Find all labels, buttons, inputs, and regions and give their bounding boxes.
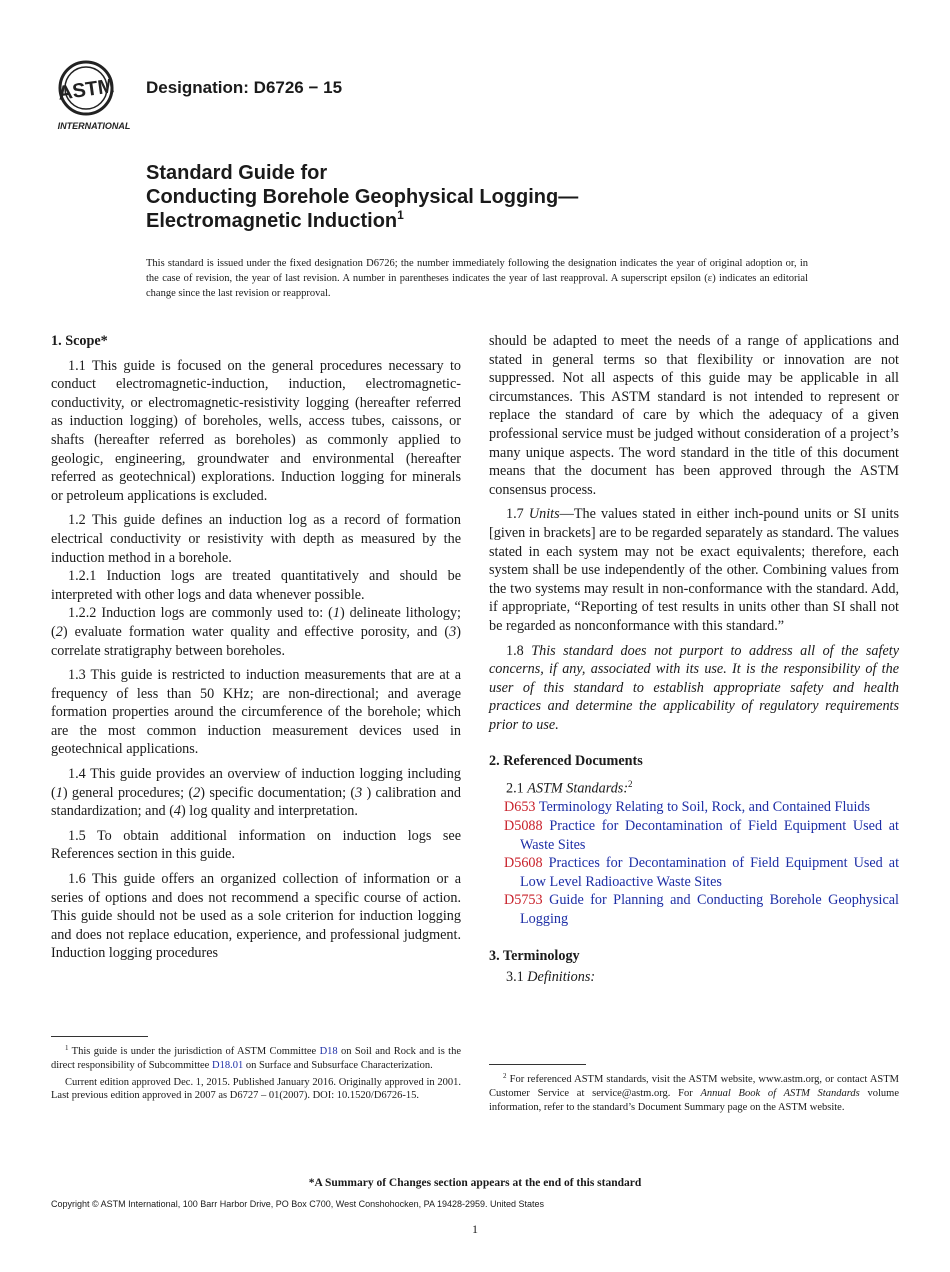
para-1-2-2-text-a: 1.2.2 Induction logs are commonly used to: ( (68, 605, 333, 622)
enum-4: 4 (173, 803, 182, 820)
title-line-2: Conducting Borehole Geophysical Logging— (146, 186, 579, 208)
reference-item[interactable] (489, 854, 899, 891)
para-1-4-text-b: ) general procedures; ( (62, 784, 194, 801)
para-1-4-text-d: ) calibration and standardization; and ( (51, 784, 462, 820)
reference-code-link[interactable]: D5088 (504, 817, 543, 834)
committee-link[interactable]: D18 (319, 1046, 338, 1057)
left-column (51, 332, 461, 963)
para-1-2-2-text-b: ) delineate lithology; ( (51, 605, 461, 640)
section-2-heading: 2. Referenced Documents (489, 753, 643, 770)
para-1-8-text: This standard does not purport to address all of the safety concerns, if any, associated with its use. It is the responsibility of the user of this standard to establish appropriate safety and health practices and determine the applicability of regulatory requirements prior to use. (489, 642, 899, 733)
reference-item[interactable] (489, 891, 899, 928)
subcommittee-link[interactable]: D18.01 (211, 1059, 244, 1071)
footnote-1 (51, 1045, 461, 1103)
para-1-4-text-a: 1.4 This guide provides an overview of induction logging including ( (51, 766, 461, 801)
para-1-4 (51, 765, 461, 821)
footnote-2-text-a: For referenced ASTM standards, visit the ASTM website, www.astm.org, or contact ASTM Customer Service at service@astm.org. For (489, 1074, 899, 1099)
footnote-1-mark: 1 (65, 1044, 69, 1052)
enum-1: 1 (332, 605, 340, 622)
para-3-1-number: 3.1 (506, 969, 528, 986)
para-2-1-number: 2.1 (506, 780, 528, 797)
para-1-7-text: —The values stated in either inch-pound units or SI units [given in brackets] are to be regarded separately as standard. The values stated in each system may not be exact equivalents; therefore, each system shall be use independently of the other. Combining values from the two systems may result in non-conformance with the standard. Add, if appropriate, “Reporting of test results in units other than SI shall not be regarded as nonconformance with this standard.” (489, 506, 899, 634)
enum-2: 2 (55, 623, 63, 640)
para-1-2-1: 1.2.1 Induction logs are treated quantitatively and should be interpreted with other logs and data whenever possible. (51, 568, 461, 603)
enum-3: 3 (355, 784, 367, 801)
para-2-1 (489, 775, 899, 798)
footnote-2 (489, 1073, 899, 1114)
footnote-2-mark: 2 (628, 779, 633, 790)
para-3-1 (489, 968, 899, 987)
reference-title-link[interactable]: Practices for Decontamination of Field Equipment Used at Low Level Radioactive Waste Sites (520, 855, 900, 890)
para-1-8 (489, 642, 899, 735)
title-line-1: Standard Guide for (146, 162, 328, 184)
reference-code-link[interactable]: D653 (504, 799, 536, 816)
right-column (489, 332, 899, 987)
reference-title-link[interactable]: Guide for Planning and Conducting Borehole Geophysical Logging (520, 892, 900, 927)
logo-subtext: INTERNATIONAL (57, 121, 131, 131)
reference-code-link[interactable]: D5753 (504, 892, 543, 909)
para-3-1-label: Definitions: (527, 969, 596, 986)
para-1-7 (489, 505, 899, 635)
astm-logo-icon (52, 58, 134, 134)
designation: Designation: D6726 − 15 (146, 78, 343, 97)
reference-title-link[interactable]: Practice for Decontamination of Field Equipment Used at Waste Sites (520, 817, 900, 853)
para-1-2-2-text-c: ) evaluate formation water quality and effective porosity, and ( (62, 623, 450, 640)
reference-code-link[interactable]: D5608 (504, 855, 543, 872)
footnote-2-mark-text: 2 (503, 1072, 507, 1080)
para-1-7-number: 1.7 (506, 506, 529, 523)
summary-of-changes-note: *A Summary of Changes section appears at the end of this standard (308, 1177, 642, 1189)
para-1-8-number: 1.8 (506, 642, 532, 659)
page-number: 1 (472, 1222, 478, 1236)
title-footnote-mark: 1 (397, 208, 404, 222)
section-1-heading: 1. Scope* (51, 333, 108, 349)
footnote-1-text-c: on Surface and Subsurface Characterization. (243, 1059, 433, 1071)
para-1-6: 1.6 This guide offers an organized collection of information or a series of options and does not recommend a specific course of action. This guide should not be used as a sole criterion for induction logging and does not replace education, experience, and professional judgment. Induction logging procedures (51, 871, 461, 962)
para-1-5: 1.5 To obtain additional information on induction logs see References section in this guide. (51, 827, 461, 863)
reference-item[interactable] (489, 798, 899, 817)
enum-3: 3 (449, 623, 457, 640)
astm-logo (52, 58, 134, 134)
title-line-3-text: Electromagnetic Induction (146, 210, 398, 232)
logo-text: ASTM (56, 75, 116, 105)
footnote-1-para-2: Current edition approved Dec. 1, 2015. Published January 2016. Originally approved in 2001. Last previous edition approved in 2007 as D6727 – 01(2007). DOI: 10.1520/D6726-15. (51, 1076, 461, 1102)
title-block (146, 161, 846, 233)
copyright-line: Copyright © ASTM International, 100 Barr Harbor Drive, PO Box C700, West Conshohocken, PA 19428-2959. United States (51, 1199, 545, 1209)
title-line-3 (146, 209, 846, 233)
para-1-3: 1.3 This guide is restricted to induction measurements that are at a frequency of less than 50 KHz; are non-directional; and average formation properties around the circumference of the borehole; which are the most common induction measurement devices used in geotechnical applications. (51, 667, 461, 758)
para-1-4-text-e: ) log quality and interpretation. (181, 803, 358, 820)
issuance-note: This standard is issued under the fixed designation D6726; the number immediately following the designation indicates the year of original adoption or, in the case of revision, the year of last revision. A number in parentheses indicates the year of last reapproval. A superscript epsilon (ε) indicates an editorial change since the last revision or reapproval. (146, 258, 808, 299)
para-1-7-label: Units (528, 506, 560, 523)
reference-title-link[interactable]: Terminology Relating to Soil, Rock, and Contained Fluids (538, 799, 871, 816)
section-3-heading: 3. Terminology (489, 947, 580, 964)
para-1-2-2 (51, 604, 461, 660)
footnote-2-italic: Annual Book of ASTM Standards (700, 1087, 860, 1099)
para-1-2-2-text-d: ) correlate stratigraphy between boreholes. (51, 623, 461, 659)
footnote-1-text-b: on Soil and Rock and is the direct responsibility of Subcommittee (51, 1046, 461, 1071)
para-1-4-text-c: ) specific documentation; ( (200, 784, 356, 801)
footnote-rule-right (489, 1064, 586, 1065)
footnote-rule-left (51, 1036, 148, 1037)
enum-1: 1 (55, 784, 63, 801)
para-1-6-continued: should be adapted to meet the needs of a range of applications and stated in general terms so that flexibility or innovation are not suppressed. Not all aspects of this guide may be applicable in all circumstances. This ASTM standard is not intended to represent or replace the standard of care by which the adequacy of a given professional service must be judged without consideration of a project’s many unique aspects. The word standard in the title of this document means that the document has been approved through the ASTM consensus process. (489, 333, 899, 498)
footnote-1-para-1 (51, 1045, 461, 1073)
enum-2: 2 (193, 784, 201, 801)
para-2-1-label: ASTM Standards: (527, 780, 629, 797)
reference-item[interactable] (489, 817, 899, 854)
footnote-1-text-a: This guide is under the jurisdiction of ASTM Committee (68, 1046, 320, 1057)
footnote-2-text-b: volume information, refer to the standard’s Document Summary page on the ASTM website. (489, 1087, 899, 1113)
para-1-2: 1.2 This guide defines an induction log as a record of formation electrical conductivity or resistivity with depth as measured by the induction method in a borehole. (51, 512, 461, 566)
para-1-1: 1.1 This guide is focused on the general procedures necessary to conduct electromagnetic-induction, induction, electromagnetic-conductivity, or electromagnetic-resistivity logging (hereafter referred as induction logging) of boreholes, wells, access tubes, caissons, or shafts (hereafter referred as boreholes) as commonly applied to geologic, engineering, groundwater and environmental (hereafter referred as geotechnical) explorations. Induction logging for minerals or petroleum applications is excluded. (51, 357, 461, 504)
footnote-2-para (489, 1073, 899, 1114)
